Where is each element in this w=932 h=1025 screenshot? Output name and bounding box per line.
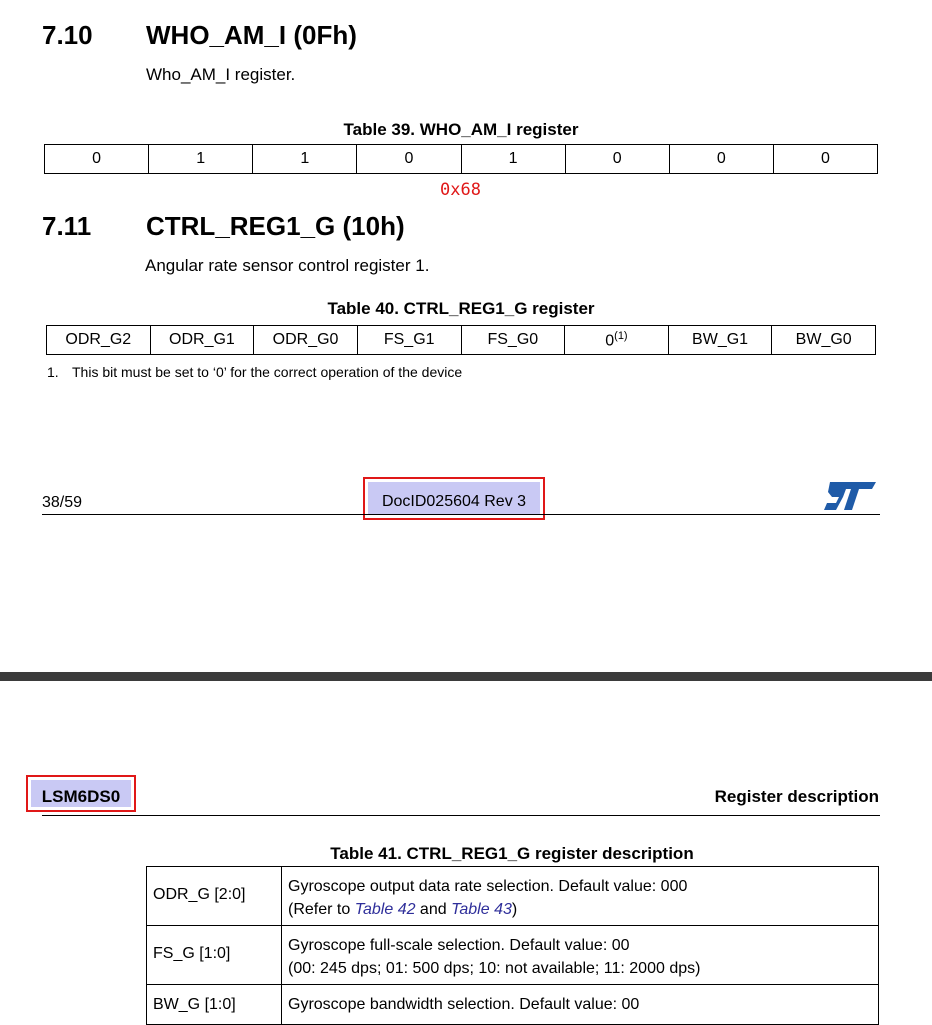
field-description bbox=[282, 926, 879, 985]
description-line: (00: 245 dps; 01: 500 dps; 10: not available; 11: 2000 dps) bbox=[288, 960, 701, 977]
bit-cell: ODR_G2 bbox=[47, 326, 151, 355]
st-logo bbox=[822, 480, 876, 512]
product-name: LSM6DS0 bbox=[41, 787, 121, 806]
footnote-number: 1. bbox=[47, 364, 59, 380]
bit-cell bbox=[565, 326, 669, 355]
hex-value-annotation: 0x68 bbox=[440, 180, 481, 200]
bit-cell: FS_G1 bbox=[357, 326, 461, 355]
bit-cell: 0 bbox=[357, 145, 461, 174]
section-description: Who_AM_I register. bbox=[146, 65, 296, 84]
bit-cell: ODR_G1 bbox=[150, 326, 254, 355]
footnote-ref: (1) bbox=[614, 329, 628, 342]
ctrl-reg1-g-bit-table bbox=[46, 325, 876, 355]
bit-cell: ODR_G0 bbox=[254, 326, 358, 355]
bit-cell: 1 bbox=[253, 145, 357, 174]
table-row bbox=[147, 926, 879, 985]
text: (Refer to bbox=[288, 901, 355, 918]
table-42-link[interactable]: Table 42 bbox=[354, 901, 416, 918]
table-43-link[interactable]: Table 43 bbox=[451, 901, 512, 918]
footer-rule bbox=[42, 514, 880, 515]
header-rule bbox=[42, 815, 880, 816]
header-section-name: Register description bbox=[714, 787, 879, 806]
description-line: Gyroscope bandwidth selection. Default value: 00 bbox=[288, 996, 640, 1013]
table-41-caption: Table 41. CTRL_REG1_G register description bbox=[330, 844, 694, 863]
section-description: Angular rate sensor control register 1. bbox=[145, 256, 430, 275]
description-line bbox=[288, 898, 872, 921]
bit-cell: 0 bbox=[45, 145, 149, 174]
doc-id: DocID025604 Rev 3 bbox=[381, 493, 527, 510]
product-name-highlight bbox=[26, 775, 136, 812]
field-name: ODR_G [2:0] bbox=[147, 867, 282, 926]
bit-cell: FS_G0 bbox=[461, 326, 565, 355]
page-separator bbox=[0, 672, 932, 681]
bit-cell: 0 bbox=[565, 145, 669, 174]
page-number: 38/59 bbox=[42, 494, 83, 511]
bit-cell: BW_G0 bbox=[772, 326, 876, 355]
section-number-7-11: 7.11 bbox=[42, 211, 92, 241]
table-40-caption: Table 40. CTRL_REG1_G register bbox=[327, 299, 595, 318]
who-am-i-bit-table bbox=[44, 144, 878, 174]
field-description bbox=[282, 985, 879, 1025]
section-title-who-am-i: WHO_AM_I (0Fh) bbox=[146, 20, 357, 50]
bit-cell: 0 bbox=[669, 145, 773, 174]
text: ) bbox=[511, 901, 518, 918]
field-name: BW_G [1:0] bbox=[147, 985, 282, 1025]
bit-cell: BW_G1 bbox=[668, 326, 772, 355]
section-title-ctrl-reg1-g: CTRL_REG1_G (10h) bbox=[146, 211, 405, 241]
table-row bbox=[147, 867, 879, 926]
ctrl-reg1-g-description-table bbox=[146, 866, 879, 1025]
section-number-7-10: 7.10 bbox=[42, 20, 93, 50]
text: and bbox=[415, 901, 452, 918]
bit-value: 0 bbox=[605, 332, 615, 350]
field-description bbox=[282, 867, 879, 926]
bit-cell: 1 bbox=[149, 145, 253, 174]
bit-cell: 0 bbox=[773, 145, 877, 174]
field-name: FS_G [1:0] bbox=[147, 926, 282, 985]
description-line: Gyroscope full-scale selection. Default value: 00 bbox=[288, 937, 630, 954]
bit-cell: 1 bbox=[461, 145, 565, 174]
footnote-text: This bit must be set to ‘0’ for the correct operation of the device bbox=[72, 364, 463, 380]
table-39-caption: Table 39. WHO_AM_I register bbox=[343, 120, 579, 139]
description-line: Gyroscope output data rate selection. Default value: 000 bbox=[288, 878, 688, 895]
table-row bbox=[147, 985, 879, 1025]
